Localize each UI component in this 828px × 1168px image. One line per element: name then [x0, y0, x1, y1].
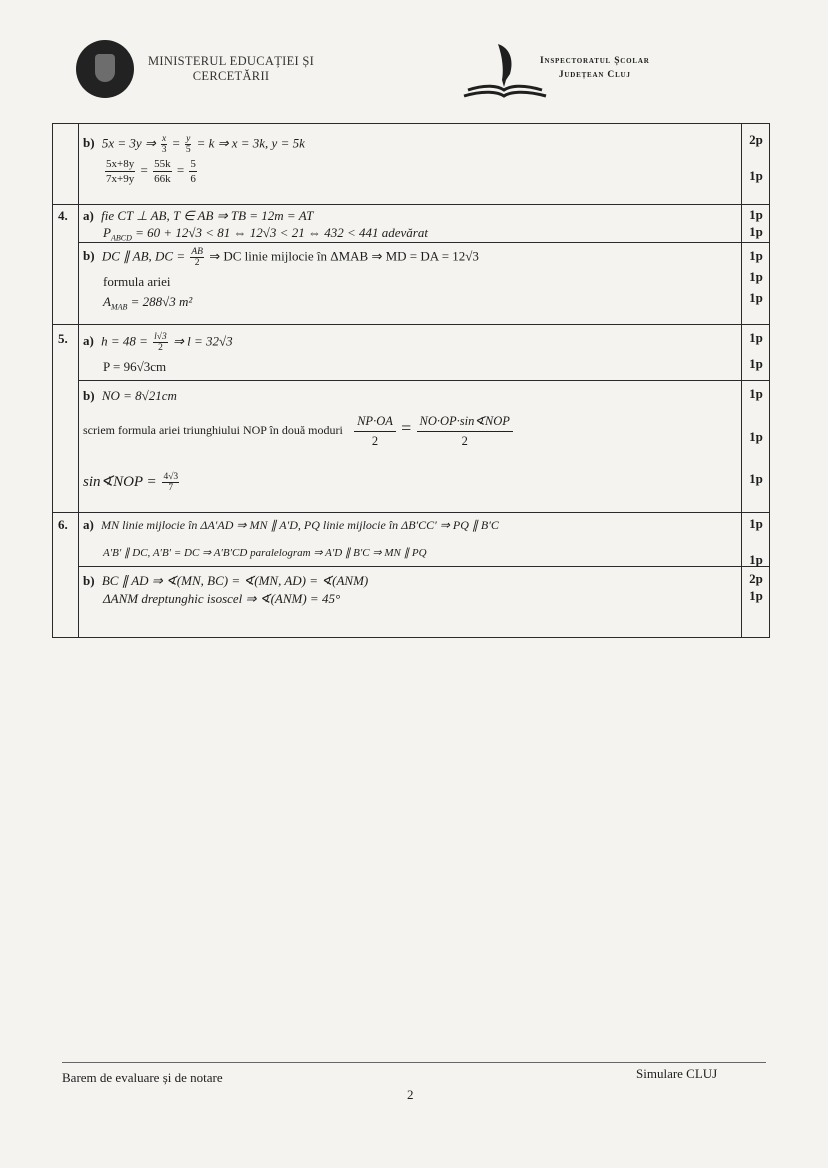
inspectorate-name [540, 54, 650, 82]
fraction [354, 412, 396, 450]
item-label: b) [83, 248, 95, 264]
item-label: b) [83, 388, 95, 403]
coat-of-arms-icon [76, 40, 134, 98]
r6b-line-1 [83, 573, 368, 589]
r5a-line-1 [83, 332, 233, 353]
subscript: ABCD [110, 233, 132, 243]
item-label: a) [83, 208, 94, 223]
math-text: ΔANM dreptunghic isoscel ⇒ ∢(ANM) = 45° [103, 591, 341, 606]
numerator: NO·OP·sin∢NOP [417, 412, 513, 432]
fraction [185, 134, 191, 155]
fraction [417, 412, 513, 450]
r6a-line-1 [83, 517, 499, 533]
math-text: = 288√3 m² [130, 294, 193, 309]
fraction [161, 134, 167, 155]
denominator: 5 [185, 145, 191, 155]
r3b-line-2: $\frac{5x+8y}{7x+9y}$ = $\frac{55k}{66k}$ = $\frac{5}{6}$ [106, 158, 196, 185]
table-divider [53, 324, 769, 325]
inspectorate-line-1: Inspectoratul Școlar [540, 56, 650, 66]
fraction [153, 332, 168, 353]
points: 1p [749, 290, 763, 305]
denominator: 7 [168, 483, 174, 494]
math-text: P [103, 225, 111, 240]
points: 2p [749, 571, 763, 586]
math-text: sin∢NOP = [83, 474, 157, 490]
math-text: MN linie mijlocie în ΔA′AD ⇒ MN ∥ A′D, PQ linie mijlocie în ΔB′CC′ ⇒ PQ ∥ B′C [101, 518, 499, 532]
math-text: NO = 8√21cm [101, 388, 177, 403]
denominator: 2 [371, 434, 379, 448]
denominator: 7x+9y [106, 173, 135, 185]
item-label: b) [83, 135, 95, 151]
denominator: 2 [461, 434, 468, 448]
item-label: b) [83, 573, 95, 588]
math-text: ⇒ l = 32√3 [173, 333, 233, 349]
denominator: 3 [161, 145, 167, 155]
math-text: = k ⇒ x = 3k, y = 5k [196, 135, 305, 151]
points: 1p [749, 471, 763, 486]
ministry-name [148, 54, 314, 84]
item-number: 5. [58, 331, 68, 346]
math-text: ⇒ DC linie mijlocie în ΔMAB ⇒ MD = DA = 12√3 [209, 248, 479, 264]
points: 1p [749, 386, 763, 401]
fraction [190, 247, 204, 268]
ministry-header [76, 40, 314, 98]
table-divider [53, 512, 769, 513]
denominator: 2 [158, 343, 163, 353]
denominator: 6 [190, 173, 196, 185]
page-number: 2 [407, 1087, 414, 1102]
fraction [153, 157, 172, 186]
item-number: 4. [58, 208, 68, 223]
points: 1p [749, 168, 763, 183]
points: 2p [749, 132, 763, 147]
math-text: A [103, 294, 111, 309]
points: 1p [749, 224, 763, 239]
points: 1p [749, 207, 763, 222]
table-divider [78, 380, 769, 381]
item-label: a) [83, 333, 94, 349]
fraction [189, 157, 197, 186]
subscript: MAB [110, 302, 128, 312]
item-number: 6. [58, 517, 68, 532]
points: 1p [749, 330, 763, 345]
r5b-line-1 [83, 388, 177, 404]
numerator: 55k [154, 158, 171, 170]
footer-left: Barem de evaluare și de notare [62, 1070, 223, 1085]
math-text: BC ∥ AD ⇒ ∢(MN, BC) = ∢(MN, AD) = ∢(ANM) [101, 573, 369, 588]
points: 1p [749, 248, 763, 263]
points: 1p [749, 429, 763, 444]
table-divider [78, 566, 769, 567]
math-text: A′B′ ∥ DC, A′B′ = DC ⇒ A′B′CD paralelogram ⇒ A′D ∥ B′C ⇒ MN ∥ PQ [103, 547, 427, 559]
math-text: fie CT ⊥ AB, T ∈ AB ⇒ TB = 12m = AT [101, 208, 314, 223]
r5a-line-2: P = 96√3cm [103, 359, 167, 374]
table-divider [53, 204, 769, 205]
points: 1p [749, 552, 763, 567]
r3b-line-1: b) 5x = 3y ⇒ $\frac{x}{3}$ = $\frac{y}{5}$ = k ⇒ x = 3k, y = 5k [83, 134, 305, 155]
equals-sign: = [401, 417, 412, 438]
math-text: DC ∥ AB, DC = [101, 248, 186, 264]
points: 1p [749, 516, 763, 531]
grading-table [52, 123, 770, 638]
numerator: 4√3 [163, 472, 179, 483]
r4a-line-2 [103, 225, 428, 243]
formula-text: scriem formula ariei triunghiului NOP în două moduri [83, 422, 343, 437]
r4b-line-3 [103, 294, 192, 312]
r6a-line-2 [103, 544, 427, 560]
fraction [162, 472, 179, 493]
math-text: h = 48 = [101, 333, 148, 349]
ministry-line-2: CERCETĂRII [192, 69, 270, 83]
inspectorate-header [458, 40, 698, 102]
numerator: AB [191, 247, 203, 257]
numerator: x [162, 134, 167, 144]
r5b-line-2 [83, 412, 515, 450]
numerator: l√3 [154, 332, 167, 342]
points: 1p [749, 269, 763, 284]
r4a-line-1 [83, 208, 313, 224]
footer-right: Simulare CLUJ [636, 1066, 718, 1081]
numerator: y [186, 134, 191, 144]
r4b-line-2: formula ariei [103, 274, 171, 289]
math-text: = 60 + 12√3 < 81 ⇔ 12√3 < 21 ⇔ 432 < 441 adevărat [135, 225, 428, 240]
numerator: 5x+8y [106, 158, 135, 170]
numerator: NP·OA [354, 412, 396, 432]
denominator: 2 [194, 258, 200, 268]
denominator: 66k [154, 173, 171, 185]
points: 1p [749, 588, 763, 603]
r4b-line-1 [83, 247, 479, 268]
math-text: 5x = 3y ⇒ [101, 135, 156, 151]
r6b-line-2 [103, 591, 340, 607]
fraction [105, 157, 135, 186]
points: 1p [749, 356, 763, 371]
footer-rule [62, 1062, 766, 1063]
r5b-line-3 [83, 472, 181, 493]
item-label: a) [83, 517, 94, 532]
numerator: 5 [190, 158, 196, 170]
inspectorate-line-2: Județean Cluj [558, 70, 631, 80]
ministry-line-1: MINISTERUL EDUCAȚIEI ȘI [148, 54, 315, 68]
